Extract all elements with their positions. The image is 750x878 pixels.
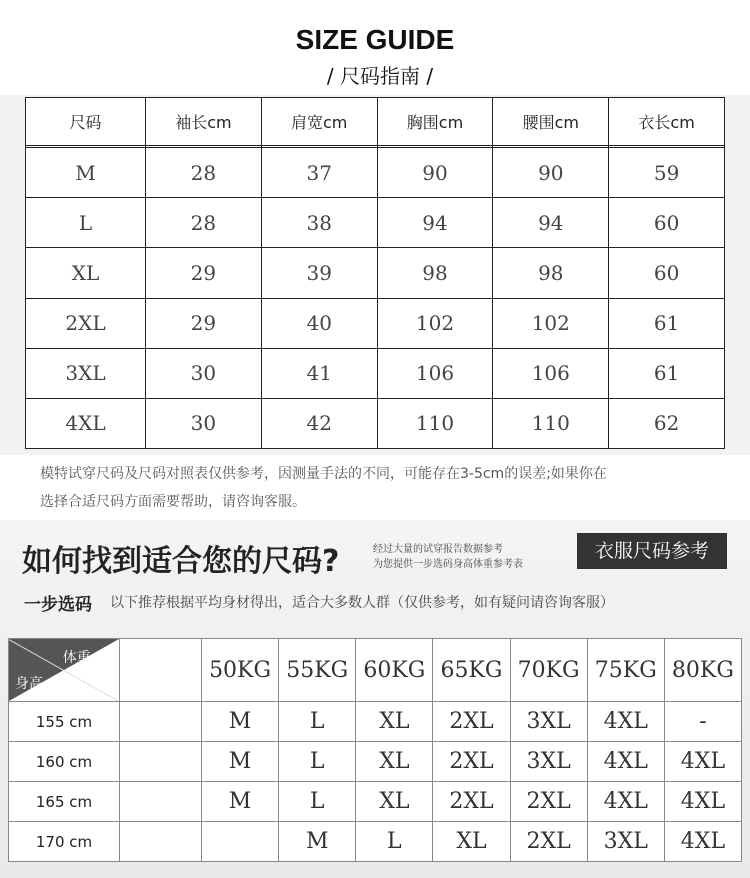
table-cell: - [664, 702, 741, 742]
table-cell: 3XL [587, 822, 664, 862]
table-cell: 94 [493, 198, 609, 248]
header-cell: 袖长cm [146, 98, 262, 146]
table-cell: 42 [261, 398, 377, 448]
table-cell: 102 [377, 298, 493, 348]
page-subtitle: / 尺码指南 / [326, 64, 434, 88]
table-cell: 38 [261, 198, 377, 248]
measurement-note [40, 460, 730, 516]
table-cell: 2XL [433, 782, 510, 822]
table-cell: 60 [609, 198, 725, 248]
table-cell: 40 [261, 298, 377, 348]
header-cell: 尺码 [26, 98, 146, 146]
table-cell: 110 [493, 398, 609, 448]
table-cell: 110 [377, 398, 493, 448]
header-cell: 胸围cm [377, 98, 493, 146]
table-cell [202, 822, 279, 862]
table-cell: M [202, 742, 279, 782]
table-row [9, 702, 742, 742]
weight-header: 60KG [356, 639, 433, 702]
height-cell: 165 cm [9, 782, 120, 822]
step-title: 一步选码 [24, 595, 92, 615]
table-cell: 90 [493, 148, 609, 198]
table-cell: 29 [146, 298, 262, 348]
table-cell: L [279, 742, 356, 782]
table-cell: 2XL [510, 822, 587, 862]
height-axis-label: 身高 (cm) [15, 676, 71, 692]
size-table [25, 97, 725, 449]
table-cell: 30 [146, 398, 262, 448]
table-cell: 28 [146, 198, 262, 248]
table-cell: L [279, 702, 356, 742]
table-row [9, 742, 742, 782]
weight-header: 70KG [510, 639, 587, 702]
table-cell: XL [26, 248, 146, 298]
table-cell [120, 702, 202, 742]
table-cell: L [26, 198, 146, 248]
table-cell [120, 822, 202, 862]
howto-caption [373, 542, 523, 572]
table-cell: 4XL [587, 782, 664, 822]
table-cell: XL [356, 702, 433, 742]
table-cell: 41 [261, 348, 377, 398]
table-cell: 4XL [664, 742, 741, 782]
page-title: SIZE GUIDE [295, 24, 455, 55]
table-cell: 62 [609, 398, 725, 448]
table-cell: XL [433, 822, 510, 862]
header-cell: 衣长cm [609, 98, 725, 146]
weight-header: 50KG [202, 639, 279, 702]
table-cell: 4XL [587, 702, 664, 742]
table-cell: M [202, 782, 279, 822]
table-cell [120, 782, 202, 822]
weight-header: 75KG [587, 639, 664, 702]
blank-header-cell [120, 639, 202, 702]
table-cell: 61 [609, 348, 725, 398]
table-cell: M [202, 702, 279, 742]
table-cell: 30 [146, 348, 262, 398]
table-cell: 90 [377, 148, 493, 198]
table-cell: 28 [146, 148, 262, 198]
height-cell: 160 cm [9, 742, 120, 782]
height-cell: 170 cm [9, 822, 120, 862]
note-line: 选择合适尺码方面需要帮助，请咨询客服。 [40, 494, 306, 510]
table-cell: 4XL [664, 822, 741, 862]
table-row [26, 398, 725, 448]
table-row [26, 298, 725, 348]
caption-line: 为您提供一步选码身高体重参考表 [373, 559, 523, 570]
table-cell: 94 [377, 198, 493, 248]
table-cell: 2XL [433, 742, 510, 782]
table-cell: 59 [609, 148, 725, 198]
table-cell: 106 [377, 348, 493, 398]
table-cell: 4XL [587, 742, 664, 782]
corner-cell [9, 639, 120, 702]
table-row [26, 348, 725, 398]
table-row [26, 148, 725, 198]
header-cell: 腰围cm [493, 98, 609, 146]
weight-axis-label: 体重 (斤) [62, 650, 113, 666]
table-cell: 2XL [433, 702, 510, 742]
weight-header: 55KG [279, 639, 356, 702]
clothing-size-tag: 衣服尺码参考 [577, 533, 727, 569]
weight-header: 80KG [664, 639, 741, 702]
note-line: 模特试穿尺码及尺码对照表仅供参考，因测量手法的不同，可能存在3-5cm的误差;如果你在 [40, 466, 607, 482]
table-cell: 3XL [510, 702, 587, 742]
table-cell: 106 [493, 348, 609, 398]
table-cell: 3XL [510, 742, 587, 782]
table-cell: 3XL [26, 348, 146, 398]
table-cell: 4XL [664, 782, 741, 822]
table-cell: L [279, 782, 356, 822]
table-cell: 2XL [26, 298, 146, 348]
table-cell: M [279, 822, 356, 862]
weight-header-row [9, 639, 742, 702]
howto-title: 如何找到适合您的尺码? [22, 544, 340, 579]
height-weight-table [8, 638, 742, 862]
step-description: 以下推荐根据平均身材得出，适合大多数人群（仅供参考，如有疑问请咨询客服） [110, 595, 614, 611]
table-cell: 4XL [26, 398, 146, 448]
table-cell: M [26, 148, 146, 198]
height-cell: 155 cm [9, 702, 120, 742]
table-cell: 102 [493, 298, 609, 348]
table-cell: XL [356, 742, 433, 782]
table-cell: 2XL [510, 782, 587, 822]
table-cell: 37 [261, 148, 377, 198]
table-row [9, 822, 742, 862]
caption-line: 经过大量的试穿报告数据参考 [373, 544, 503, 555]
header-cell: 肩宽cm [261, 98, 377, 146]
table-cell: 98 [377, 248, 493, 298]
table-row [9, 782, 742, 822]
size-table-header [26, 98, 725, 146]
table-cell: XL [356, 782, 433, 822]
weight-header: 65KG [433, 639, 510, 702]
table-cell: 39 [261, 248, 377, 298]
table-cell: 61 [609, 298, 725, 348]
table-cell [120, 742, 202, 782]
table-row [26, 248, 725, 298]
table-cell: L [356, 822, 433, 862]
table-cell: 98 [493, 248, 609, 298]
table-row [26, 198, 725, 248]
table-cell: 60 [609, 248, 725, 298]
table-cell: 29 [146, 248, 262, 298]
